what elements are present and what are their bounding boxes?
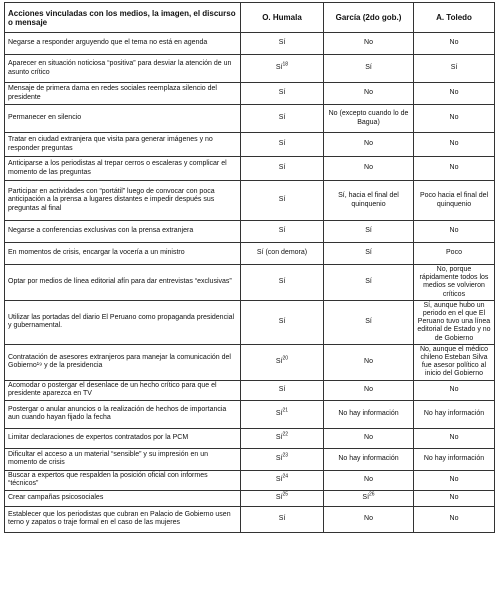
cell-toledo-text: No: [449, 227, 459, 235]
cell-toledo-text: Sí: [450, 64, 458, 72]
cell-garcia-text: Sí: [365, 278, 372, 286]
header-action: Acciones vinculadas con los medios, la imagen, el discurso o mensaje: [5, 3, 241, 33]
cell-action-text: Negarse a responder arguyendo que el tema no está en agenda: [8, 39, 208, 47]
footnote-marker: 23: [282, 452, 289, 459]
cell-garcia-text: Sí: [365, 64, 372, 72]
cell-action-text: Buscar a expertos que respalden la posición oficial con informes “técnicos”: [8, 471, 208, 488]
table-row: [5, 448, 495, 470]
cell-humala-text: Sí: [278, 196, 286, 204]
cell-action: [5, 265, 241, 301]
footnote-marker: 20: [282, 355, 289, 362]
cell-action: [5, 380, 241, 400]
cell-garcia-text: No: [364, 358, 373, 366]
table-row: [5, 265, 495, 301]
cell-humala: [241, 243, 324, 265]
cell-garcia: [324, 490, 414, 506]
cell-humala-text: Sí: [275, 455, 283, 463]
footnote-marker: 18: [282, 62, 289, 69]
cell-garcia-text: No hay información: [338, 455, 399, 463]
cell-action: [5, 400, 241, 428]
cell-action: [5, 133, 241, 157]
cell-humala-text: Sí: [278, 227, 286, 235]
footnote-marker: 21: [282, 407, 289, 414]
cell-garcia-text: No: [364, 164, 373, 172]
cell-toledo: [414, 265, 495, 301]
table-row: [5, 243, 495, 265]
cell-toledo-text: No hay información: [423, 410, 485, 418]
cell-toledo: [414, 105, 495, 133]
table-row: [5, 400, 495, 428]
table-row: [5, 470, 495, 490]
cell-humala: [241, 133, 324, 157]
cell-humala: [241, 300, 324, 344]
footnote-marker: 25: [282, 491, 289, 498]
header-garcia: García (2do gob.): [324, 3, 414, 33]
cell-action: [5, 448, 241, 470]
cell-humala: [241, 490, 324, 506]
table-row: [5, 428, 495, 448]
cell-action: [5, 157, 241, 181]
cell-humala: [241, 181, 324, 221]
cell-action-text: Limitar declaraciones de expertos contratados por la PCM: [8, 434, 189, 442]
cell-humala-text: Sí: [278, 140, 286, 148]
cell-garcia: [324, 300, 414, 344]
cell-action: [5, 470, 241, 490]
cell-garcia-text: No: [364, 89, 373, 97]
cell-garcia: [324, 181, 414, 221]
cell-garcia: [324, 506, 414, 532]
cell-toledo-text: Sí, aunque hubo un periodo en el que El Peruano tuvo una línea editorial de Estado y no de Gobierno: [417, 301, 491, 342]
table-row: [5, 55, 495, 83]
cell-garcia-text: No: [364, 434, 373, 442]
cell-toledo-text: No: [449, 515, 459, 523]
cell-action: [5, 344, 241, 380]
cell-humala-text: Sí: [275, 476, 283, 484]
header-toledo: A. Toledo: [414, 3, 495, 33]
cell-humala-text: Sí: [275, 358, 283, 366]
cell-toledo-text: Poco: [446, 249, 462, 257]
cell-action-text: Mensaje de primera dama en redes sociales reemplaza silencio del presidente: [8, 85, 217, 101]
cell-humala-text: Sí: [278, 89, 286, 97]
cell-toledo-text: No: [449, 89, 459, 97]
comparison-table-container: [4, 2, 494, 533]
cell-action: [5, 300, 241, 344]
cell-toledo: [414, 300, 495, 344]
cell-toledo: [414, 448, 495, 470]
table-row: [5, 300, 495, 344]
cell-garcia-text: No: [364, 140, 373, 148]
cell-garcia: [324, 157, 414, 181]
footnote-marker: 24: [282, 473, 289, 480]
cell-garcia: [324, 33, 414, 55]
cell-humala: [241, 506, 324, 532]
cell-garcia: [324, 105, 414, 133]
cell-toledo: [414, 344, 495, 380]
cell-humala: [241, 344, 324, 380]
cell-humala: [241, 83, 324, 105]
cell-humala-text: Sí: [278, 114, 286, 122]
cell-garcia-text: No: [364, 39, 373, 47]
cell-toledo: [414, 380, 495, 400]
cell-toledo-text: No: [449, 434, 459, 442]
cell-humala-text: Sí: [275, 434, 283, 442]
cell-humala: [241, 221, 324, 243]
cell-garcia: [324, 380, 414, 400]
cell-action-text: Acomodar o postergar el desenlace de un hecho crítico para que el presidente aparezca en TV: [8, 381, 217, 398]
table-row: [5, 33, 495, 55]
cell-humala-text: Sí: [275, 410, 283, 418]
cell-garcia: [324, 83, 414, 105]
cell-action: [5, 243, 241, 265]
cell-action-text: Optar por medios de línea editorial afín para dar entrevistas “exclusivas”: [8, 278, 232, 286]
table-row: [5, 181, 495, 221]
cell-action: [5, 490, 241, 506]
cell-toledo-text: No, aunque el médico chileno Esteban Silva fue asesor político al inicio del Gobierno: [419, 345, 489, 378]
cell-toledo: [414, 55, 495, 83]
cell-action: [5, 105, 241, 133]
cell-action-text: Tratar en ciudad extranjera que visita para generar imágenes y no responder preguntas: [8, 136, 213, 152]
cell-action-text: Participar en actividades con “portátil” luego de convocar con poca anticipación a la prensa a lugares distantes e impedir después sus preguntas al final: [8, 188, 215, 212]
cell-humala-text: Sí: [278, 164, 286, 172]
table-row: [5, 83, 495, 105]
cell-toledo-text: No: [449, 114, 459, 122]
cell-garcia: [324, 470, 414, 490]
footnote-marker: 22: [282, 431, 289, 438]
cell-humala: [241, 55, 324, 83]
cell-garcia-text: Sí: [365, 318, 372, 326]
cell-action: [5, 33, 241, 55]
cell-humala-text: Sí: [275, 494, 283, 502]
cell-action: [5, 428, 241, 448]
cell-toledo-text: No: [449, 39, 459, 47]
cell-action-text: Permanecer en silencio: [8, 114, 82, 122]
table-header-row: [5, 3, 495, 33]
cell-toledo: [414, 157, 495, 181]
table-body: [5, 33, 495, 533]
cell-toledo-text: No: [449, 494, 459, 502]
cell-garcia-text: No hay información: [338, 410, 399, 418]
cell-toledo: [414, 490, 495, 506]
cell-garcia: [324, 221, 414, 243]
cell-toledo: [414, 33, 495, 55]
cell-action-text: Negarse a conferencias exclusivas con la prensa extranjera: [8, 227, 194, 235]
cell-action-text: Crear campañas psicosociales: [8, 494, 104, 502]
cell-toledo: [414, 400, 495, 428]
table-row: [5, 344, 495, 380]
cell-garcia: [324, 448, 414, 470]
cell-toledo: [414, 181, 495, 221]
cell-garcia-text: No: [364, 386, 373, 394]
cell-humala-text: Sí: [278, 515, 286, 523]
cell-humala: [241, 380, 324, 400]
cell-humala-text: Sí: [278, 278, 286, 286]
cell-toledo-text: No: [449, 140, 459, 148]
table-row: [5, 157, 495, 181]
cell-humala: [241, 265, 324, 301]
cell-garcia-text: No (excepto cuando lo de Bagua): [328, 110, 409, 126]
header-humala: O. Humala: [241, 3, 324, 33]
cell-action-text: Postergar o anular anuncios o la realización de hechos de importancia aun cuando hayan fijado la fecha: [8, 405, 227, 422]
cell-humala-text: Sí: [275, 64, 283, 72]
cell-humala: [241, 448, 324, 470]
cell-action: [5, 55, 241, 83]
cell-toledo-text: No: [449, 476, 459, 484]
cell-action-text: Establecer que los periodistas que cubran en Palacio de Gobierno usen terno y zapatos o traje formal en el caso de las mujeres: [8, 510, 231, 527]
cell-garcia-text: Sí: [365, 249, 372, 257]
comparison-table: [4, 2, 495, 533]
cell-toledo-text: No: [449, 386, 459, 394]
cell-garcia-text: Sí, hacia el final del quinquenio: [338, 192, 399, 208]
cell-garcia: [324, 133, 414, 157]
cell-toledo: [414, 428, 495, 448]
table-row: [5, 490, 495, 506]
cell-toledo: [414, 470, 495, 490]
cell-humala-text: Sí (con demora): [256, 249, 308, 257]
cell-toledo: [414, 506, 495, 532]
cell-humala-text: Sí: [278, 386, 286, 394]
cell-humala: [241, 470, 324, 490]
cell-humala-text: Sí: [278, 318, 286, 326]
cell-toledo: [414, 83, 495, 105]
cell-garcia-text: No: [364, 515, 373, 523]
table-row: [5, 105, 495, 133]
cell-toledo-text: No hay información: [423, 455, 485, 463]
cell-action-text: Anticiparse a los periodistas al trepar cerros o escaleras y complicar el momento de las preguntas: [8, 160, 227, 176]
cell-action: [5, 506, 241, 532]
cell-garcia-text: No: [364, 476, 373, 484]
cell-garcia: [324, 428, 414, 448]
cell-garcia: [324, 400, 414, 428]
cell-garcia-text: Sí: [362, 494, 370, 502]
cell-action-text: Aparecer en situación noticiosa “positiva” para desviar la atención de un asunto crítico: [8, 60, 232, 76]
cell-toledo-text: No: [449, 164, 459, 172]
cell-toledo: [414, 243, 495, 265]
cell-action: [5, 181, 241, 221]
cell-action: [5, 221, 241, 243]
cell-humala: [241, 157, 324, 181]
table-row: [5, 133, 495, 157]
cell-humala-text: Sí: [278, 39, 286, 47]
cell-humala: [241, 33, 324, 55]
cell-humala: [241, 400, 324, 428]
cell-humala: [241, 105, 324, 133]
cell-garcia: [324, 265, 414, 301]
cell-garcia-text: Sí: [365, 227, 372, 235]
table-row: [5, 380, 495, 400]
cell-garcia: [324, 55, 414, 83]
cell-toledo: [414, 133, 495, 157]
cell-action: [5, 83, 241, 105]
cell-garcia: [324, 344, 414, 380]
table-row: [5, 506, 495, 532]
cell-action-text: Contratación de asesores extranjeros para manejar la comunicación del Gobierno¹⁹ y de la presidencia: [8, 354, 231, 370]
footnote-marker: 26: [369, 491, 375, 498]
cell-garcia: [324, 243, 414, 265]
cell-toledo-text: No, porque rápidamente todos los medios se volvieron críticos: [419, 266, 489, 298]
cell-action-text: Dificultar el acceso a un material “sensible” y su impresión en un momento de crisis: [8, 450, 208, 467]
cell-toledo-text: Poco hacia el final del quinquenio: [419, 192, 489, 208]
cell-action-text: Utilizar las portadas del diario El Peruano como propaganda presidencial y gubernamental.: [8, 314, 235, 330]
cell-humala: [241, 428, 324, 448]
cell-toledo: [414, 221, 495, 243]
cell-action-text: En momentos de crisis, encargar la vocería a un ministro: [8, 249, 185, 257]
table-row: [5, 221, 495, 243]
